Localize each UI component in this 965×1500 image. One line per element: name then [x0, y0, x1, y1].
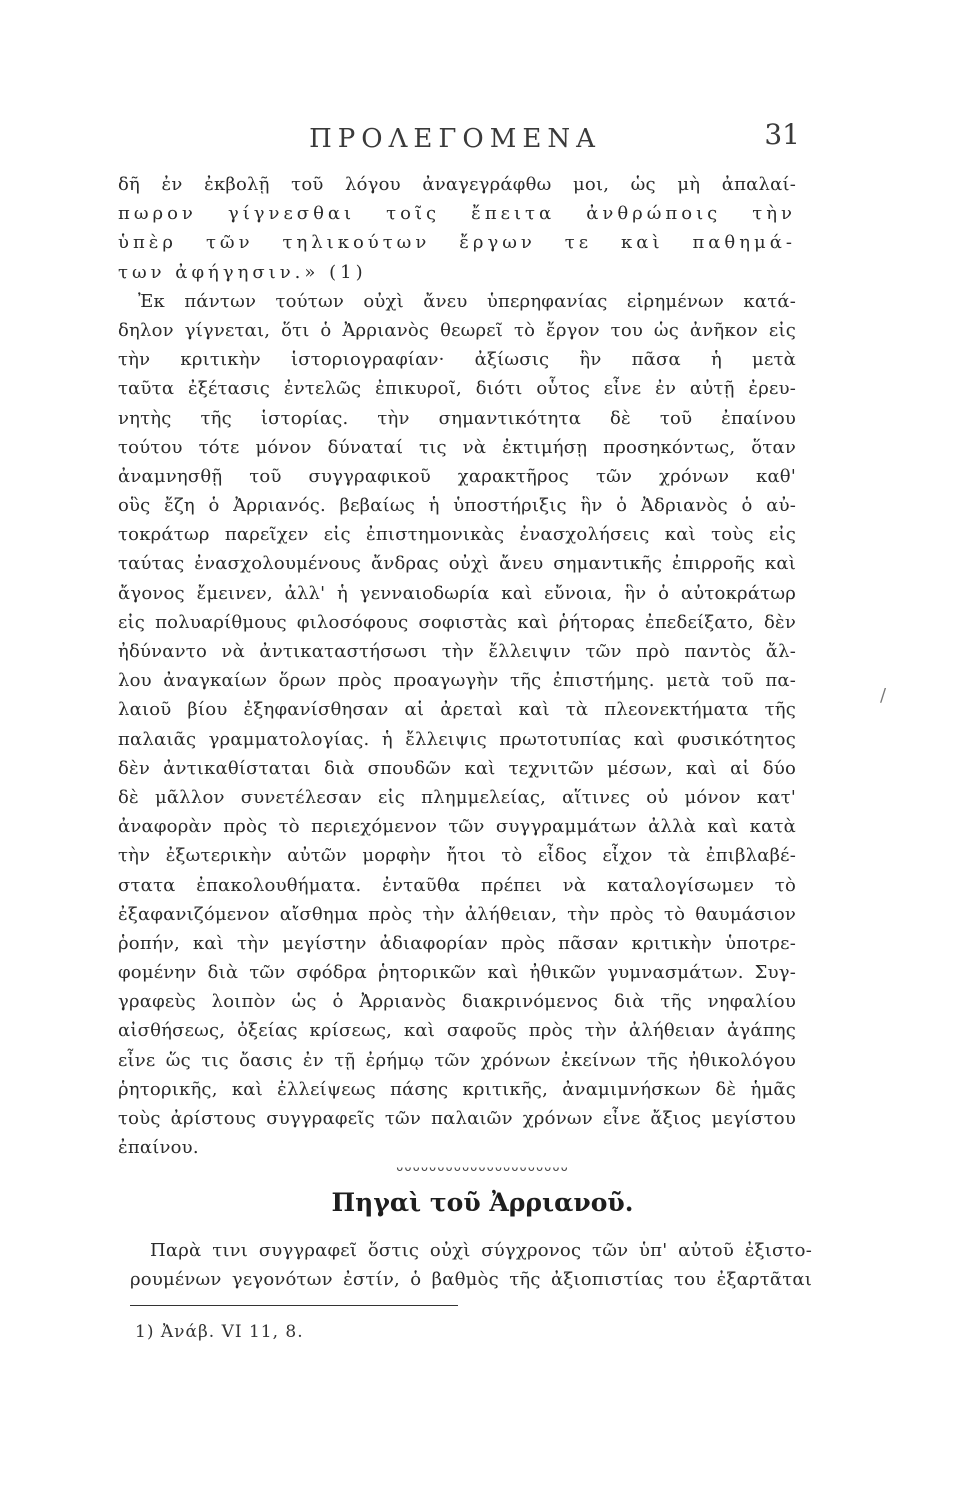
- text-line: λου ἀναγκαίων ὅρων πρὸς προαγωγὴν τῆς ἐπιστήμης. μετὰ τοῦ πα-: [118, 670, 796, 692]
- text-line: ἀναμνησθῇ τοῦ συγγραφικοῦ χαρακτῆρος τῶν χρόνων καθ': [118, 465, 796, 487]
- footnote: 1) Ἀνάβ. VI 11, 8.: [135, 1322, 304, 1342]
- text-line: οὓς ἔζη ὁ Ἀρριανός. βεβαίως ἡ ὑποστήριξις ἣν ὁ Ἀδριανὸς ὁ αὐ-: [118, 495, 796, 517]
- section-text: [130, 1236, 812, 1294]
- text-line: ἠδύναντο νὰ ἀντικαταστήσωσι τὴν ἔλλειψιν τῶν πρὸ παντὸς ἄλ-: [118, 641, 796, 662]
- text-line: ἄγονος ἔμεινεν, ἀλλ' ἡ γενναιοδωρία καὶ εὔνοια, ἣν ὁ αὐτοκράτωρ: [118, 582, 796, 604]
- section-title: Πηγαὶ τοῦ Ἀρριανοῦ.: [331, 1188, 634, 1217]
- text-line: τούτου τότε μόνον δύναταί τις νὰ ἐκτιμήσῃ προσηκόντως, ὅταν: [118, 436, 796, 458]
- text-line: πωρον γίγνεσθαι τοῖς ἔπειτα ἀνθρώποις τὴν: [118, 203, 796, 225]
- text-line: ρουμένων γεγονότων ἐστίν, ὁ βαθμὸς τῆς ἀξιοπιστίας του ἐξαρτᾶται: [130, 1269, 812, 1291]
- text-line: δὲν ἀντικαθίσταται διὰ σπουδῶν καὶ τεχνιτῶν μέσων, καὶ αἱ δύο: [118, 757, 796, 779]
- text-line: νητὴς τῆς ἱστορίας. τὴν σημαντικότητα δὲ τοῦ ἐπαίνου: [118, 407, 796, 429]
- page-number: 31: [764, 118, 800, 151]
- body-text: [118, 170, 796, 1162]
- text-line: Ἐκ πάντων τούτων οὐχὶ ἄνευ ὑπερηφανίας εἰρημένων κατά-: [138, 290, 796, 312]
- text-line: ταῦτα ἐξέτασις ἐντελῶς ἐπικυροῖ, διότι οὗτος εἶνε ἐν αὐτῇ ἐρευ-: [118, 378, 796, 400]
- text-line: των ἀφήγησιν.» (1): [118, 261, 367, 283]
- text-line: στατα ἐπακολουθήματα. ἐνταῦθα πρέπει νὰ καταλογίσωμεν τὸ: [118, 874, 796, 896]
- text-line: ἐξαφανιζόμενον αἴσθημα πρὸς τὴν ἀλήθειαν, τὴν πρὸς τὸ θαυμάσιον: [118, 903, 796, 925]
- footnote-rule: [130, 1305, 458, 1306]
- text-line: παλαιᾶς γραμματολογίας. ἡ ἔλλειψις πρωτοτυπίας καὶ φυσικότητος: [118, 728, 796, 750]
- text-line: ἀναφορὰν πρὸς τὸ περιεχόμενον τῶν συγγραμμάτων ἀλλὰ καὶ κατὰ: [118, 816, 796, 838]
- text-line: ταύτας ἐνασχολουμένους ἄνδρας οὐχὶ ἄνευ σημαντικῆς ἐπιρροῆς καὶ: [118, 553, 796, 575]
- text-line: δῆ ἐν ἐκβολῇ τοῦ λόγου ἀναγεγράφθω μοι, ὡς μὴ ἀπαλαί-: [118, 174, 796, 195]
- text-line: δηλον γίγνεται, ὅτι ὁ Ἀρριανὸς θεωρεῖ τὸ ἔργον του ὡς ἀνῆκον εἰς: [118, 319, 796, 341]
- text-line: Παρὰ τινι συγγραφεῖ ὅστις οὐχὶ σύγχρονος τῶν ὑπ' αὐτοῦ ἐξιστο-: [150, 1240, 812, 1261]
- margin-mark: /: [880, 685, 887, 706]
- text-line: γραφεὺς λοιπὸν ὡς ὁ Ἀρριανὸς διακρινόμενος διὰ τῆς νηφαλίου: [118, 991, 796, 1013]
- text-line: αἰσθήσεως, ὀξείας κρίσεως, καὶ σαφοῦς πρὸς τὴν ἀλήθειαν ἀγάπης: [118, 1020, 796, 1042]
- section-ornament: ᴗᴗᴗᴗᴗᴗᴗᴗᴗᴗᴗᴗᴗᴗᴗᴗᴗᴗᴗᴗᴗ: [396, 1160, 569, 1174]
- text-line: εἰς πολυαρίθμους φιλοσόφους σοφιστὰς καὶ ῥήτορας ἐπεδείξατο, δὲν: [118, 611, 796, 633]
- text-line: ῥητορικῆς, καὶ ἐλλείψεως πάσης κριτικῆς, ἀναμιμνήσκων δὲ ἡμᾶς: [118, 1078, 796, 1100]
- text-line: δὲ μᾶλλον συνετέλεσαν εἰς πλημμελείας, αἵτινες οὐ μόνον κατ': [118, 786, 796, 808]
- text-line: τοκράτωρ παρεῖχεν εἰς ἐπιστημονικὰς ἐνασχολήσεις καὶ τοὺς εἰς: [118, 524, 796, 546]
- text-line: ὑπὲρ τῶν τηλικούτων ἔργων τε καὶ παθημά-: [118, 232, 796, 254]
- text-line: ἐπαίνου.: [118, 1137, 199, 1159]
- page-header: [110, 118, 800, 158]
- text-line: ῥοπήν, καὶ τὴν μεγίστην ἀδιαφορίαν πρὸς πᾶσαν κριτικὴν ὑποτρε-: [118, 932, 796, 954]
- text-line: φομένην διὰ τῶν σφόδρα ῥητορικῶν καὶ ἠθικῶν γυμνασμάτων. Συγ-: [118, 962, 796, 984]
- text-line: εἶνε ὥς τις ὄασις ἐν τῇ ἐρήμῳ τῶν χρόνων ἐκείνων τῆς ἠθικολόγου: [118, 1049, 796, 1071]
- running-title: ΠΡΟΛΕΓΟΜΕΝΑ: [309, 124, 601, 154]
- text-line: τὴν ἐξωτερικὴν αὐτῶν μορφὴν ἤτοι τὸ εἶδος εἶχον τὰ ἐπιβλαβέ-: [118, 845, 796, 867]
- text-line: λαιοῦ βίου ἐξηφανίσθησαν αἱ ἀρεταὶ καὶ τὰ πλεονεκτήματα τῆς: [118, 699, 796, 721]
- text-line: τὴν κριτικὴν ἱστοριογραφίαν· ἀξίωσις ἣν πᾶσα ἡ μετὰ: [118, 349, 796, 371]
- text-line: τοὺς ἀρίστους συγγραφεῖς τῶν παλαιῶν χρόνων εἶνε ἄξιος μεγίστου: [118, 1108, 796, 1129]
